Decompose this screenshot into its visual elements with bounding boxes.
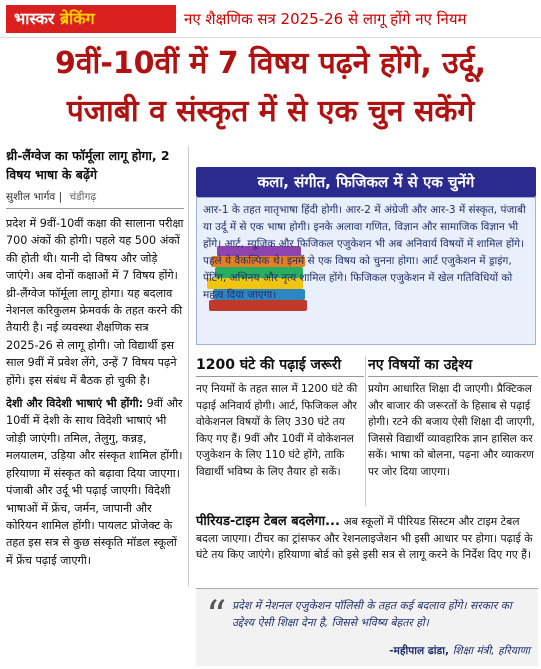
section-head-languages: देशी और विदेशी भाषाएं भी होंगी: — [6, 397, 144, 411]
headline-line1: 9वीं-10वीं में 7 विषय पढ़ने होंगे, उर्दू, — [55, 46, 486, 81]
brand-tag: ब्रेकिंग — [60, 9, 95, 28]
brand-logo — [6, 5, 176, 33]
quote-role: शिक्षा मंत्री, हरियाणा — [452, 645, 530, 657]
hours-section — [196, 354, 364, 481]
left-column — [6, 146, 184, 666]
quote-icon: “ — [206, 593, 227, 639]
timetable-text: अब स्कूलों में पीरियड सिस्टम और टाइम टेबल बदला जाएगा। टीचर का ट्रांसफर और रेशनलाइजेशन भी इसी आधार पर होगा। पढ़ाई के घंटे तय किए जाएंगे। हरियाणा बोर्ड को इसे इसी सत्र से लागू करने के निर्देश दिए गए हैं। — [196, 515, 533, 562]
headline-line2: पंजाबी व संस्कृत में से एक चुन सकेंगे — [66, 94, 475, 129]
purpose-text: प्रयोग आधारित शिक्षा दी जाएगी। प्रैक्टिकल और बाजार की जरूरतों के हिसाब से पढ़ाई होगी। रटने की बजाय ऐसी शिक्षा दी जाएगी, जिससे विद्यार्थी व्यावहारिक ज्ञान हासिल कर सकें। भाषा को बोलना, पढ़ना और व्याकरण पर जोर दिया जाएगा। — [368, 383, 535, 478]
timetable-section — [196, 514, 536, 564]
purpose-section — [368, 354, 538, 481]
top-strap: नए शैक्षणिक सत्र 2025-26 से लागू होंगे नए नियम — [184, 10, 467, 28]
timetable-head: पीरियड-टाइम टेबल बदलेगा... — [196, 514, 340, 529]
quote-attribution — [389, 644, 530, 658]
purpose-title: नए विषयों का उद्देश्य — [368, 354, 538, 377]
column-divider — [188, 146, 189, 586]
subheadline: थ्री-लैंग्वेज का फॉर्मूला लागू होगा, 2 विषय भाषा के बढ़ेंगे — [6, 148, 170, 182]
body-paragraph-1: प्रदेश में 9वीं-10वीं कक्षा की सालाना परीक्षा 700 अंकों की होगी। पहले यह 500 अंकों की होती थी। यानी दो विषय और जोड़े जाएंगे। अब दोनों कक्षाओं में 7 विषय होंगे। थ्री-लैंग्वेज फॉर्मूला लागू होगा। यह बदलाव नेशनल करिकुलम फ्रेमवर्क के तहत करने की तैयारी है। नई व्यवस्था शैक्षणिक सत्र 2025-26 से लागू होगी। जो विद्यार्थी इस साल 9वीं में प्रवेश लेंगे, उन्हें 7 विषय पढ़ने होंगे। इस संबंध में बैठक हो चुकी है। — [6, 217, 184, 387]
top-bar — [0, 0, 541, 38]
subjects-text — [203, 202, 531, 304]
subjects-banner: कला, संगीत, फिजिकल में से एक चुनेंगे — [196, 167, 536, 197]
hours-text: नए नियमों के तहत साल में 1200 घंटे की पढ़ाई अनिवार्य होगी। आर्ट, फिजिकल और वोकेशनल विषयों के लिए 330 घंटे तय किए गए हैं। 9वीं और 10वीं में वोकेशनल एजुकेशन के लिए 110 घंटे होंगे, ताकि विद्यार्थी भविष्य के लिए तैयार हो सकें। — [196, 383, 358, 478]
subjects-paragraph: आर-1 के तहत मातृभाषा हिंदी होगी। आर-2 में अंग्रेजी और आर-3 में संस्कृत, पंजाबी या उर्दू में से एक भाषा होगी। इनके अलावा गणित, विज्ञान और सामाजिक विज्ञान भी होंगे। आर्ट, म्यूजिक और फिजिकल एजुकेशन भी अब अनिवार्य विषयों में शामिल होंगे। पहले ये वैकल्पिक थे। इनमें से एक विषय को चुनना होगा। आर्ट एजुकेशन में ड्राइंग, पेंटिंग, अभिनय और नृत्य शामिल होंगे। फिजिकल एजुकेशन में खेल गतिविधियों को महत्व दिया जाएगा। — [203, 204, 526, 301]
minister-quote — [196, 588, 538, 666]
quote-text: प्रदेश में नेशनल एजुकेशन पॉलिसी के तहत कई बदलाव होंगे। सरकार का उद्देश्य ऐसी शिक्षा देना है, जिससे भविष्य बेहतर हो। — [232, 599, 512, 629]
byline: सुशील भार्गव | चंडीगढ़ — [6, 190, 184, 209]
column-divider-2 — [365, 356, 366, 506]
subjects-box — [196, 197, 536, 345]
body-paragraph-2 — [6, 395, 184, 569]
author-name: सुशील भार्गव — [6, 191, 56, 203]
brand-name: भास्कर — [14, 9, 55, 28]
section-text-languages: 9वीं और 10वीं में देशी के साथ विदेशी भाषाएं भी जोड़ी जाएंगी। तमिल, तेलुगु, कन्नड़, मलयालम, उड़िया और संस्कृत शामिल होंगी। हरियाणा में संस्कृत को बढ़ावा दिया जाएगा। पंजाबी और उर्दू भी पढ़ाई जाएगी। विदेशी भाषाओं में फ्रेंच, जर्मन, जापानी और कोरियन शामिल होंगी। पायलट प्रोजेक्ट के तहत इस सत्र से कुछ संस्कृति मॉडल स्कूलों में फ्रेंच पढ़ाई जाएगी। — [6, 397, 183, 567]
quote-name: -महीपाल ढांडा, — [389, 645, 449, 657]
hours-title: 1200 घंटे की पढ़ाई जरूरी — [196, 354, 364, 377]
dateline: चंडीगढ़ — [69, 191, 97, 203]
